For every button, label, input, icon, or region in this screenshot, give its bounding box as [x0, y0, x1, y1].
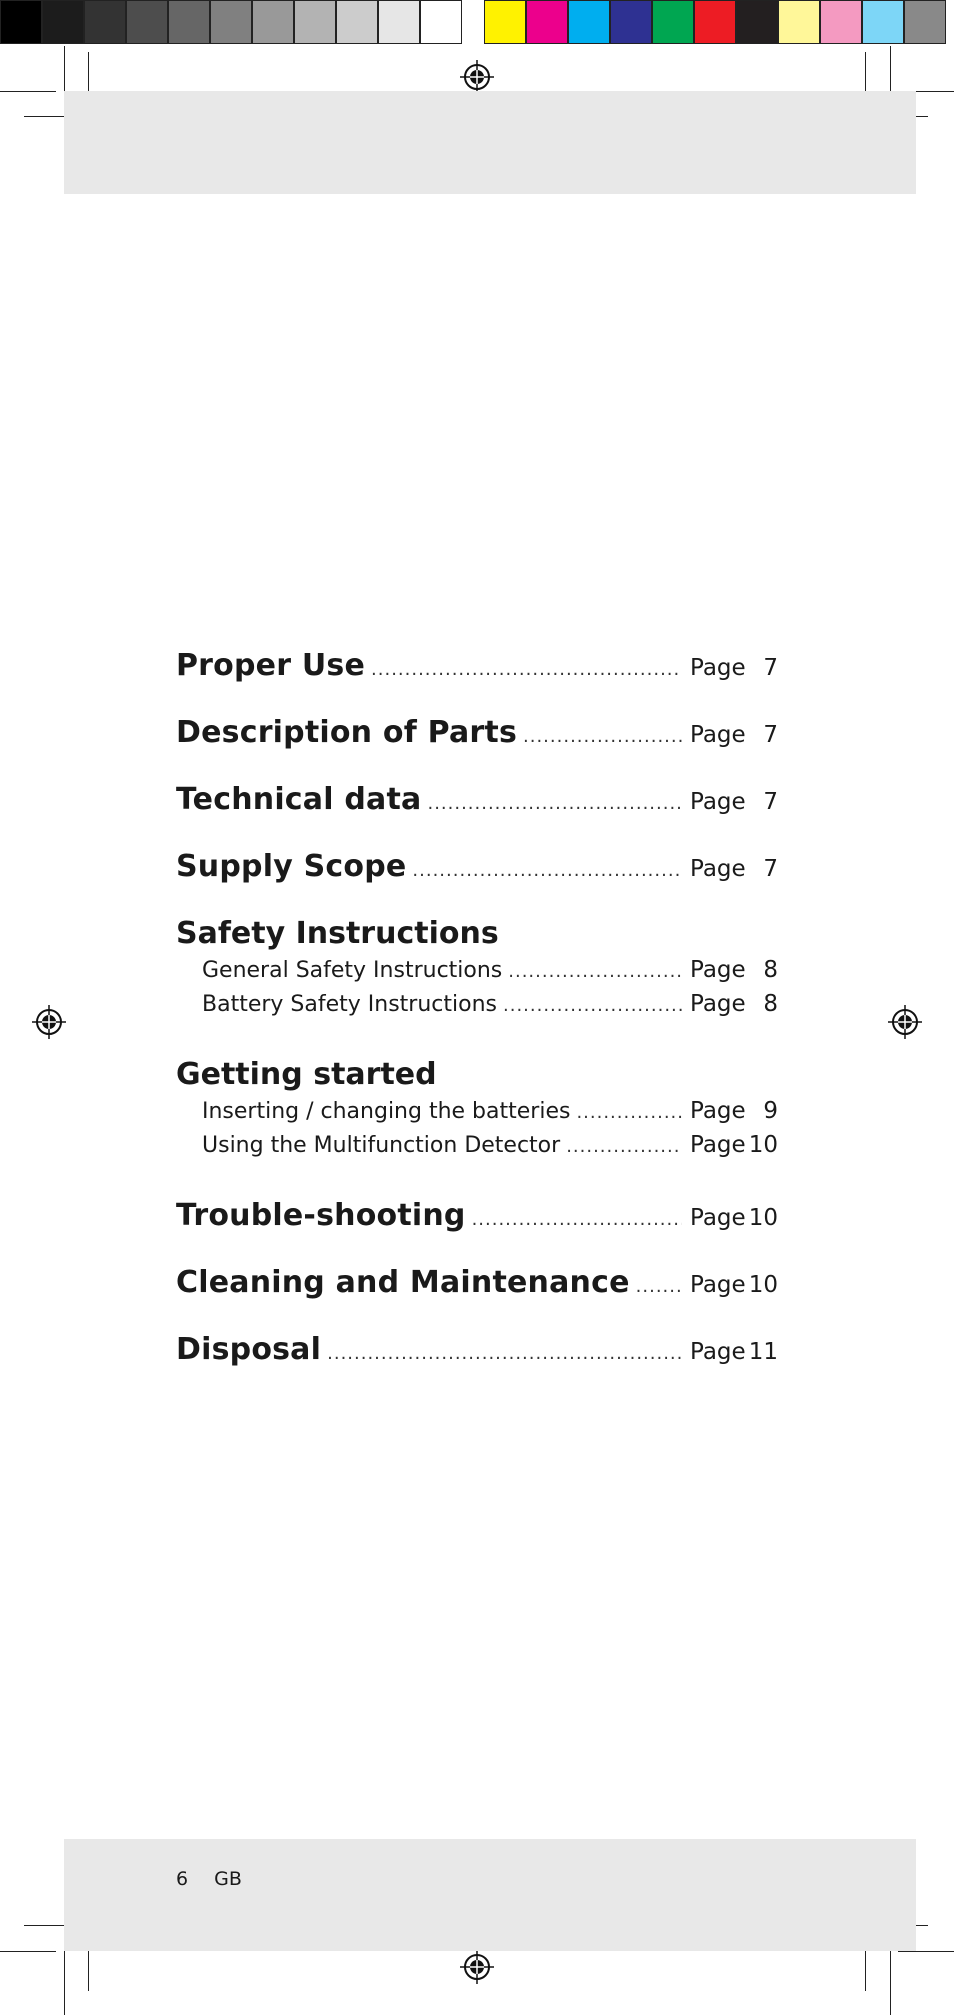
registration-mark-icon	[460, 60, 494, 94]
gray-swatch	[42, 0, 84, 44]
color-swatch	[526, 0, 568, 44]
leader-dots	[371, 659, 682, 680]
toc-title: Proper Use	[176, 648, 366, 683]
registration-mark-icon	[32, 1005, 66, 1039]
crop-mark	[0, 1951, 56, 1952]
toc-page: Page 9	[690, 1098, 778, 1124]
toc-group-getting-started	[176, 1057, 778, 1166]
crop-mark	[0, 91, 56, 92]
toc-entry-technical-data[interactable]	[176, 782, 778, 817]
toc-page: Page 10	[690, 1205, 778, 1231]
color-swatch	[778, 0, 820, 44]
color-swatch	[610, 0, 652, 44]
toc-title: Using the Multifunction Detector	[202, 1133, 561, 1158]
crop-mark	[88, 1945, 89, 1991]
color-swatch	[820, 0, 862, 44]
toc-page: Page 10	[690, 1132, 778, 1158]
registration-mark-icon	[460, 1950, 494, 1984]
crop-mark	[898, 1951, 954, 1952]
color-swatch	[484, 0, 526, 44]
crop-mark	[890, 1940, 891, 2015]
gray-swatch	[84, 0, 126, 44]
gray-swatch	[210, 0, 252, 44]
toc-subentry[interactable]	[202, 1132, 778, 1166]
toc-title: Battery Safety Instructions	[202, 992, 497, 1017]
leader-dots	[327, 1343, 682, 1364]
toc-page: Page 7	[690, 789, 778, 815]
leader-dots	[523, 726, 682, 747]
gray-swatch	[126, 0, 168, 44]
toc-title: Technical data	[176, 782, 422, 817]
leader-dots	[427, 793, 682, 814]
toc-section-heading[interactable]: Getting started	[176, 1057, 437, 1092]
gray-swatch	[420, 0, 462, 44]
toc-page: Page 7	[690, 722, 778, 748]
crop-mark	[64, 1940, 65, 2015]
toc-title: General Safety Instructions	[202, 958, 503, 983]
leader-dots	[576, 1102, 682, 1123]
gray-swatch	[168, 0, 210, 44]
table-of-contents	[176, 648, 778, 1399]
language-code: GB	[214, 1868, 242, 1890]
gray-swatch	[252, 0, 294, 44]
toc-section-heading[interactable]: Safety Instructions	[176, 916, 499, 951]
registration-mark-icon	[888, 1005, 922, 1039]
color-swatch	[862, 0, 904, 44]
toc-page: Page 7	[690, 856, 778, 882]
toc-subentry[interactable]	[202, 991, 778, 1025]
leader-dots	[503, 995, 682, 1016]
toc-page: Page 8	[690, 991, 778, 1017]
gray-swatch	[378, 0, 420, 44]
leader-dots	[566, 1136, 682, 1157]
gray-swatch	[0, 0, 42, 44]
toc-subentry[interactable]	[202, 1098, 778, 1132]
leader-dots	[472, 1209, 682, 1230]
page-number: 6	[176, 1868, 189, 1890]
crop-mark	[24, 1925, 64, 1926]
leader-dots	[508, 961, 682, 982]
crop-mark	[865, 1945, 866, 1991]
page-footer	[176, 1868, 268, 1890]
toc-entry-disposal[interactable]	[176, 1332, 778, 1367]
toc-entry-proper-use[interactable]	[176, 648, 778, 683]
toc-page: Page 8	[690, 957, 778, 983]
gray-swatch	[294, 0, 336, 44]
color-swatch	[694, 0, 736, 44]
toc-title: Cleaning and Maintenance	[176, 1265, 630, 1300]
toc-title: Inserting / changing the batteries	[202, 1099, 571, 1124]
color-swatch	[652, 0, 694, 44]
toc-title: Trouble-shooting	[176, 1198, 466, 1233]
color-swatch	[736, 0, 778, 44]
toc-page: Page 11	[690, 1339, 778, 1365]
color-swatch	[904, 0, 946, 44]
toc-title: Disposal	[176, 1332, 322, 1367]
leader-dots	[412, 860, 682, 881]
color-calibration-bar	[0, 0, 954, 46]
toc-entry-cleaning[interactable]	[176, 1265, 778, 1300]
toc-group-safety-instructions	[176, 916, 778, 1025]
footer-band	[64, 1839, 916, 1951]
toc-entry-supply-scope[interactable]	[176, 849, 778, 884]
toc-subentry[interactable]	[202, 957, 778, 991]
gray-swatch	[336, 0, 378, 44]
crop-mark	[24, 116, 64, 117]
toc-entry-description-of-parts[interactable]	[176, 715, 778, 750]
toc-page: Page 10	[690, 1272, 778, 1298]
toc-entry-trouble-shooting[interactable]	[176, 1198, 778, 1233]
leader-dots	[636, 1276, 682, 1297]
header-band	[64, 91, 916, 194]
toc-page: Page 7	[690, 655, 778, 681]
color-swatch	[568, 0, 610, 44]
toc-title: Description of Parts	[176, 715, 518, 750]
toc-title: Supply Scope	[176, 849, 407, 884]
